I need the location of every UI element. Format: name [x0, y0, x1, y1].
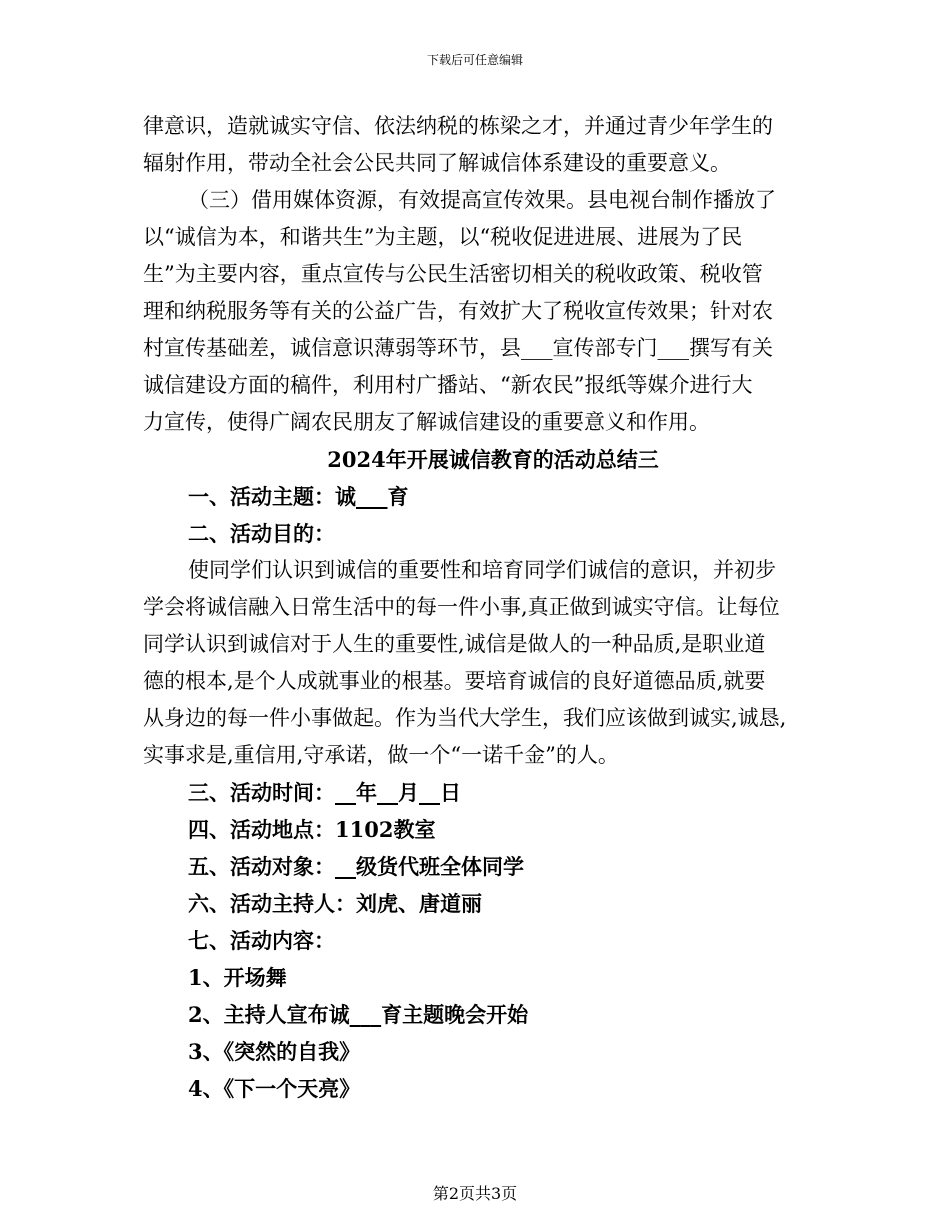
- program-item: 4、《下一个天亮》: [188, 1076, 361, 1101]
- paragraph-line: 力宣传，使得广阔农民朋友了解诚信建设的重要意义和作用。: [143, 410, 710, 434]
- program-item: 1、开场舞: [188, 965, 287, 990]
- paragraph-line: 实事求是,重信用,守承诺，做一个“一诺千金”的人。: [143, 743, 619, 767]
- paragraph-line: 同学认识到诚信对于人生的重要性,诚信是做人的一种品质,是职业道: [143, 632, 766, 656]
- paragraph-line: 辐射作用，带动全社会公民共同了解诚信体系建设的重要意义。: [143, 151, 731, 175]
- paragraph-line: 从身边的每一件小事做起。作为当代大学生，我们应该做到诚实,诚恳,: [143, 706, 787, 730]
- heading-activity-hosts: 六、活动主持人：刘虎、唐道丽: [188, 891, 482, 916]
- paragraph-line: 理和纳税服务等有关的公益广告，有效扩大了税收宣传效果；针对农: [143, 299, 773, 323]
- page-number-footer: 第2页共3页: [432, 1184, 518, 1203]
- paragraph-line: 诚信建设方面的稿件，利用村广播站、“新农民”报纸等媒介进行大: [143, 373, 753, 397]
- heading-activity-content: 七、活动内容：: [188, 928, 335, 953]
- heading-activity-time: 三、活动时间：__年__月__日: [188, 780, 461, 805]
- heading-activity-purpose: 二、活动目的：: [188, 521, 335, 546]
- paragraph-line: 以“诚信为本，和谐共生”为主题，以“税收促进进展、进展为了民: [143, 225, 743, 249]
- heading-activity-audience: 五、活动对象：__级货代班全体同学: [188, 854, 524, 879]
- paragraph-line: （三）借用媒体资源，有效提高宣传效果。县电视台制作播放了: [188, 188, 776, 212]
- paragraph-line: 生”为主要内容，重点宣传与公民生活密切相关的税收政策、税收管: [143, 262, 763, 286]
- paragraph-line: 德的根本,是个人成就事业的根基。要培育诚信的良好道德品质,就要: [143, 669, 766, 693]
- paragraph-line: 律意识，造就诚实守信、依法纳税的栋梁之才，并通过青少年学生的: [143, 114, 773, 138]
- heading-activity-location: 四、活动地点：1102教室: [188, 817, 436, 842]
- program-item: 3、《突然的自我》: [188, 1039, 361, 1064]
- document-body: [143, 108, 823, 1107]
- section-title: 2024年开展诚信教育的活动总结三: [327, 447, 659, 472]
- program-item: 2、主持人宣布诚___育主题晚会开始: [188, 1002, 529, 1027]
- heading-activity-theme: 一、活动主题：诚___育: [188, 484, 409, 509]
- paragraph-line: 村宣传基础差，诚信意识薄弱等环节，县___宣传部专门___撰写有关: [143, 336, 773, 360]
- paragraph-line: 使同学们认识到诚信的重要性和培育同学们诚信的意识，并初步: [188, 558, 776, 582]
- paragraph-line: 学会将诚信融入日常生活中的每一件小事,真正做到诚实守信。让每位: [143, 595, 780, 619]
- page-header-note: 下载后可任意编辑: [426, 53, 523, 67]
